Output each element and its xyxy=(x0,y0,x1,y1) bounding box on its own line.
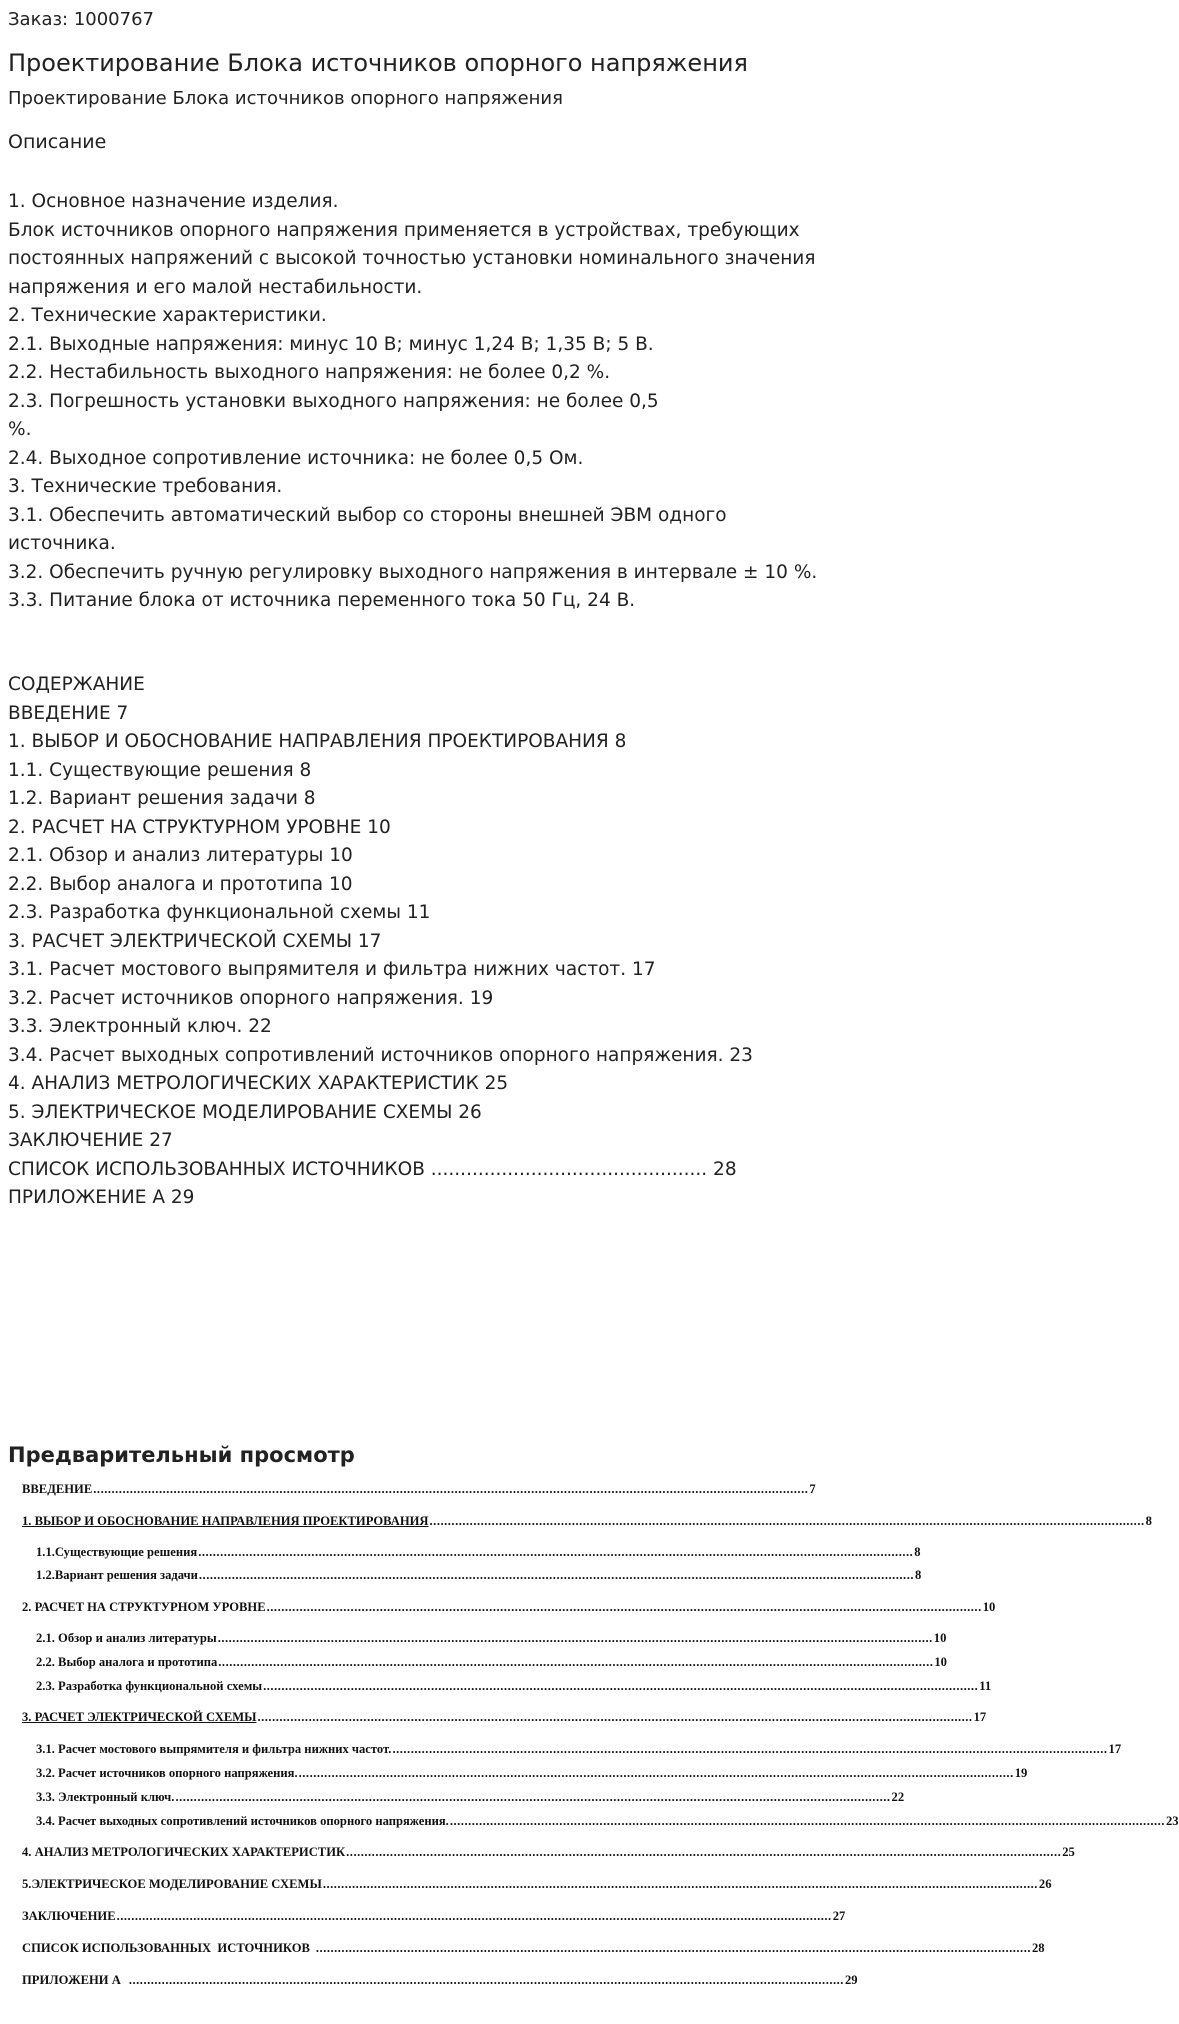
page-title: Проектирование Блока источников опорного напряжения xyxy=(8,49,748,77)
description-body xyxy=(8,188,840,616)
description-line: 3.3. Питание блока от источника переменного тока 50 Гц, 24 В. xyxy=(8,590,636,611)
preview-toc-number: 5. xyxy=(22,1877,32,1891)
preview-toc-page: 7 xyxy=(809,1482,816,1496)
preview-toc-leader: .................................................................................................................................................................................................... xyxy=(93,1482,809,1496)
preview-toc-leader: .................................................................................................................................................................................................... xyxy=(392,1742,1108,1756)
preview-toc-leader: .................................................................................................................................................................................................... xyxy=(198,1568,914,1582)
contents-item: ЗАКЛЮЧЕНИЕ 27 xyxy=(8,1130,173,1151)
contents-item: 3.1. Расчет мостового выпрямителя и фильтра нижних частот. 17 xyxy=(8,959,656,980)
description-line: 2.3. Погрешность установки выходного напряжения: не более 0,5 xyxy=(8,390,659,412)
description-line: 1. Основное назначение изделия. xyxy=(8,191,339,212)
description-line: 2.4. Выходное сопротивление источника: не более 0,5 Ом. xyxy=(8,447,584,469)
description-line: 2.1. Выходные напряжения: минус 10 В; минус 1,24 В; 1,35 В; 5 В. xyxy=(8,333,654,355)
description-line: %. xyxy=(8,419,32,440)
contents-item: 2.1. Обзор и анализ литературы 10 xyxy=(8,845,353,866)
preview-toc-row xyxy=(36,1545,921,1560)
preview-toc-leader: .................................................................................................................................................................................................... xyxy=(429,1514,1145,1528)
preview-toc-page: 10 xyxy=(933,1631,947,1645)
preview-toc-leader: .................................................................................................................................................................................................... xyxy=(266,1600,982,1614)
preview-toc-page: 26 xyxy=(1038,1877,1052,1891)
description-line: Блок источников опорного напряжения применяется в устройствах, требующих xyxy=(8,219,800,241)
contents-item: 3. РАСЧЕТ ЭЛЕКТРИЧЕСКОЙ СХЕМЫ 17 xyxy=(8,930,382,952)
description-line: постоянных напряжений с высокой точностью установки номинального значения xyxy=(8,248,816,269)
description-line: 2. Технические характеристики. xyxy=(8,305,327,326)
contents-item: 2.3. Разработка функциональной схемы 11 xyxy=(8,902,431,923)
preview-toc-page: 28 xyxy=(1031,1941,1045,1955)
preview-toc-leader: .................................................................................................................................................................................................... xyxy=(116,1909,832,1923)
preview-toc-page: 17 xyxy=(973,1710,987,1724)
preview-toc-label: 3.1. Расчет мостового выпрямителя и фильтра нижних частот. xyxy=(36,1742,392,1756)
preview-toc-label: 1. ВЫБОР И ОБОСНОВАНИЕ НАПРАВЛЕНИЯ ПРОЕКТИРОВАНИЯ xyxy=(22,1514,429,1528)
preview-heading: Предварительный просмотр xyxy=(8,1443,355,1467)
contents-item: 3.3. Электронный ключ. 22 xyxy=(8,1016,272,1037)
preview-toc-row xyxy=(36,1766,1028,1781)
preview-toc-row xyxy=(36,1655,947,1670)
contents-item: ВВЕДЕНИЕ 7 xyxy=(8,702,129,724)
preview-toc-row xyxy=(22,1877,1052,1892)
preview-toc-label: 2.3. Разработка функциональной схемы xyxy=(36,1679,263,1693)
preview-toc-leader: .................................................................................................................................................................................................... xyxy=(322,1877,1038,1891)
description-line: 3. Технические требования. xyxy=(8,476,283,497)
preview-toc-row xyxy=(22,1600,996,1615)
description-line: 2.2. Нестабильность выходного напряжения: не более 0,2 %. xyxy=(8,362,611,383)
preview-toc-label: 3.3. Электронный ключ. xyxy=(36,1790,175,1804)
preview-toc-row xyxy=(22,1710,987,1725)
preview-toc-page: 25 xyxy=(1062,1845,1075,1859)
preview-toc-label: 2.2. Выбор аналога и прототипа xyxy=(36,1655,218,1669)
preview-toc-row xyxy=(36,1631,947,1646)
preview-toc-label: ЗАКЛЮЧЕНИЕ xyxy=(22,1909,116,1923)
preview-toc-row xyxy=(36,1742,1122,1757)
contents-item: 3.4. Расчет выходных сопротивлений источников опорного напряжения. 23 xyxy=(8,1044,753,1066)
preview-toc-leader: .................................................................................................................................................................................................... xyxy=(217,1631,933,1645)
preview-toc-leader: .................................................................................................................................................................................................... xyxy=(198,1545,914,1559)
contents-list xyxy=(8,671,840,1213)
preview-toc-leader: .................................................................................................................................................................................................... xyxy=(128,1973,844,1987)
preview-toc-label: ЭЛЕКТРИЧЕСКОЕ МОДЕЛИРОВАНИЕ СХЕМЫ xyxy=(31,1877,322,1891)
preview-toc-leader: .................................................................................................................................................................................................... xyxy=(263,1679,979,1693)
description-line: 3.2. Обеспечить ручную регулировку выходного напряжения в интервале ± 10 %. xyxy=(8,561,818,583)
contents-item: 2. РАСЧЕТ НА СТРУКТУРНОМ УРОВНЕ 10 xyxy=(8,816,391,838)
preview-toc-page: 11 xyxy=(979,1679,992,1693)
preview-toc-page: 8 xyxy=(915,1568,922,1582)
contents-item: 5. ЭЛЕКТРИЧЕСКОЕ МОДЕЛИРОВАНИЕ СХЕМЫ 26 xyxy=(8,1101,482,1123)
preview-toc-page: 10 xyxy=(982,1600,996,1614)
contents-item: 1.2. Вариант решения задачи 8 xyxy=(8,788,316,809)
preview-toc-leader: .................................................................................................................................................................................................... xyxy=(218,1655,934,1669)
preview-toc-label: ПРИЛОЖЕНИ А xyxy=(22,1973,121,1987)
preview-toc-row xyxy=(22,1845,1075,1860)
contents-item: 1.1. Существующие решения 8 xyxy=(8,759,312,781)
preview-toc-label: 3. РАСЧЕТ ЭЛЕКТРИЧЕСКОЙ СХЕМЫ xyxy=(22,1710,257,1724)
order-number: Заказ: 1000767 xyxy=(8,9,154,30)
preview-toc-label: 4. АНАЛИЗ МЕТРОЛОГИЧЕСКИХ ХАРАКТЕРИСТИК xyxy=(22,1845,346,1859)
contents-item: 3.2. Расчет источников опорного напряжения. 19 xyxy=(8,987,494,1009)
preview-toc-label: Существующие решения xyxy=(54,1545,198,1559)
contents-item: СПИСОК ИСПОЛЬЗОВАННЫХ ИСТОЧНИКОВ ............................................... 28 xyxy=(8,1158,737,1180)
preview-toc-leader: .................................................................................................................................................................................................... xyxy=(257,1710,973,1724)
contents-item: ПРИЛОЖЕНИЕ А 29 xyxy=(8,1187,195,1208)
preview-toc-leader: .................................................................................................................................................................................................... xyxy=(298,1766,1014,1780)
description-line: 3.1. Обеспечить автоматический выбор со стороны внешней ЭВМ одного xyxy=(8,504,727,526)
preview-toc-page: 22 xyxy=(891,1790,905,1804)
preview-toc-row xyxy=(22,1941,1045,1956)
preview-toc-page: 23 xyxy=(1165,1814,1179,1828)
preview-toc-row xyxy=(22,1514,1152,1529)
preview-toc-page: 27 xyxy=(832,1909,846,1923)
preview-toc-row xyxy=(36,1568,922,1583)
preview-toc-page: 29 xyxy=(844,1973,858,1987)
preview-toc-row xyxy=(22,1909,846,1924)
description-line: напряжения и его малой нестабильности. xyxy=(8,276,423,298)
preview-toc-label: 3.2. Расчет источников опорного напряжения. xyxy=(36,1766,298,1780)
description-line: источника. xyxy=(8,533,116,554)
preview-toc-label: 2.1. Обзор и анализ литературы xyxy=(36,1631,217,1645)
preview-toc-leader: .................................................................................................................................................................................................... xyxy=(175,1790,891,1804)
preview-toc-number: 1.2. xyxy=(36,1568,55,1582)
preview-toc-page: 8 xyxy=(914,1545,921,1559)
preview-toc-label: ВВЕДЕНИЕ xyxy=(22,1482,93,1496)
preview-toc-leader: .................................................................................................................................................................................................... xyxy=(346,1845,1062,1859)
contents-item: 4. АНАЛИЗ МЕТРОЛОГИЧЕСКИХ ХАРАКТЕРИСТИК 25 xyxy=(8,1073,509,1094)
preview-toc-leader: .................................................................................................................................................................................................... xyxy=(315,1941,1031,1955)
preview-toc-row xyxy=(22,1482,816,1497)
preview-toc-label: Вариант решения задачи xyxy=(54,1568,198,1582)
preview-toc-label: 3.4. Расчет выходных сопротивлений источников опорного напряжения. xyxy=(36,1814,449,1828)
preview-toc-row xyxy=(36,1790,905,1805)
preview-toc-number: 1.1. xyxy=(36,1545,55,1559)
preview-toc-row xyxy=(22,1973,858,1988)
preview-toc-row xyxy=(36,1814,1179,1829)
preview-toc-page: 19 xyxy=(1014,1766,1028,1780)
contents-item: 2.2. Выбор аналога и прототипа 10 xyxy=(8,873,353,895)
preview-toc-row xyxy=(36,1679,992,1694)
preview-toc-label: 2. РАСЧЕТ НА СТРУКТУРНОМ УРОВНЕ xyxy=(22,1600,266,1614)
contents-heading: СОДЕРЖАНИЕ xyxy=(8,674,145,695)
preview-toc-leader: .................................................................................................................................................................................................... xyxy=(449,1814,1165,1828)
preview-toc-label: СПИСОК ИСПОЛЬЗОВАННЫХ ИСТОЧНИКОВ xyxy=(22,1941,310,1955)
description-heading: Описание xyxy=(8,131,107,153)
contents-item: 1. ВЫБОР И ОБОСНОВАНИЕ НАПРАВЛЕНИЯ ПРОЕКТИРОВАНИЯ 8 xyxy=(8,731,627,752)
preview-toc-page: 8 xyxy=(1145,1514,1152,1528)
preview-toc-page: 10 xyxy=(934,1655,947,1669)
preview-toc-page: 17 xyxy=(1108,1742,1122,1756)
page-subtitle: Проектирование Блока источников опорного напряжения xyxy=(8,88,563,109)
